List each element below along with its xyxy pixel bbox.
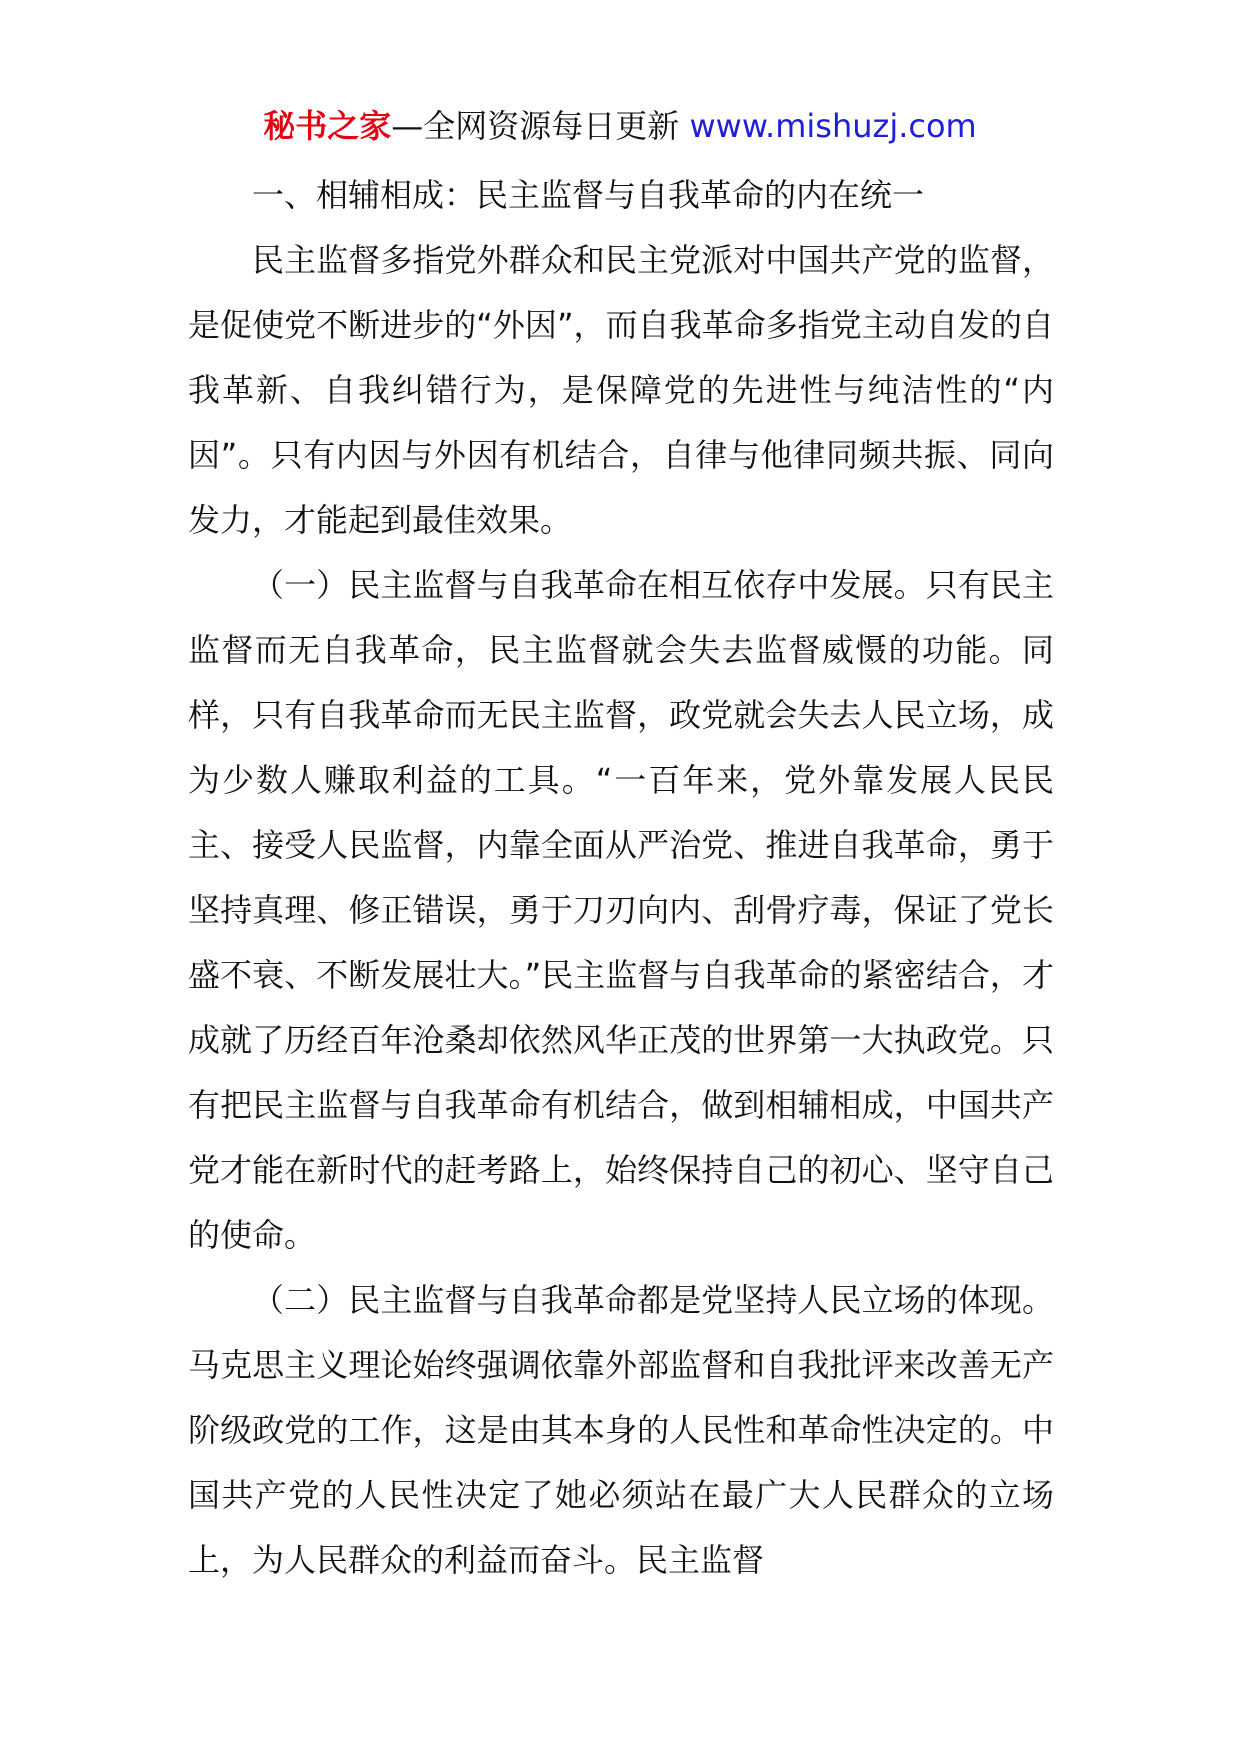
document-body — [188, 163, 1054, 1593]
site-url-link[interactable]: www.mishuzj.com — [689, 107, 977, 145]
paragraph-intro: 民主监督多指党外群众和民主党派对中国共产党的监督，是促使党不断进步的“外因”，而自我革命多指党主动自发的自我革新、自我纠错行为，是保障党的先进性与纯洁性的“内因”。只有内因与外因有机结合，自律与他律同频共振、同向发力，才能起到最佳效果。 — [188, 241, 1054, 539]
paragraph-subsection-1: （一）民主监督与自我革命在相互依存中发展。只有民主监督而无自我革命，民主监督就会失去监督威慑的功能。同样，只有自我革命而无民主监督，政党就会失去人民立场，成为少数人赚取利益的工具。“一百年来，党外靠发展人民民主、接受人民监督，内靠全面从严治党、推进自我革命，勇于坚持真理、修正错误，勇于刀刃向内、刮骨疗毒，保证了党长盛不衰、不断发展壮大。”民主监督与自我革命的紧密结合，才成就了历经百年沧桑却依然风华正茂的世界第一大执政党。只有把民主监督与自我革命有机结合，做到相辅相成，中国共产党才能在新时代的赶考路上，始终保持自己的初心、坚守自己的使命。 — [188, 566, 1054, 1254]
brand-name: 秘书之家 — [263, 107, 392, 145]
site-header — [0, 98, 1240, 154]
header-tagline: —全网资源每日更新 — [391, 107, 680, 145]
paragraph-subsection-2: （二）民主监督与自我革命都是党坚持人民立场的体现。马克思主义理论始终强调依靠外部监督和自我批评来改善无产阶级政党的工作，这是由其本身的人民性和革命性决定的。中国共产党的人民性决定了她必须站在最广大人民群众的立场上，为人民群众的利益而奋斗。民主监督 — [188, 1281, 1054, 1579]
section-title: 一、相辅相成：民主监督与自我革命的内在统一 — [252, 176, 925, 214]
